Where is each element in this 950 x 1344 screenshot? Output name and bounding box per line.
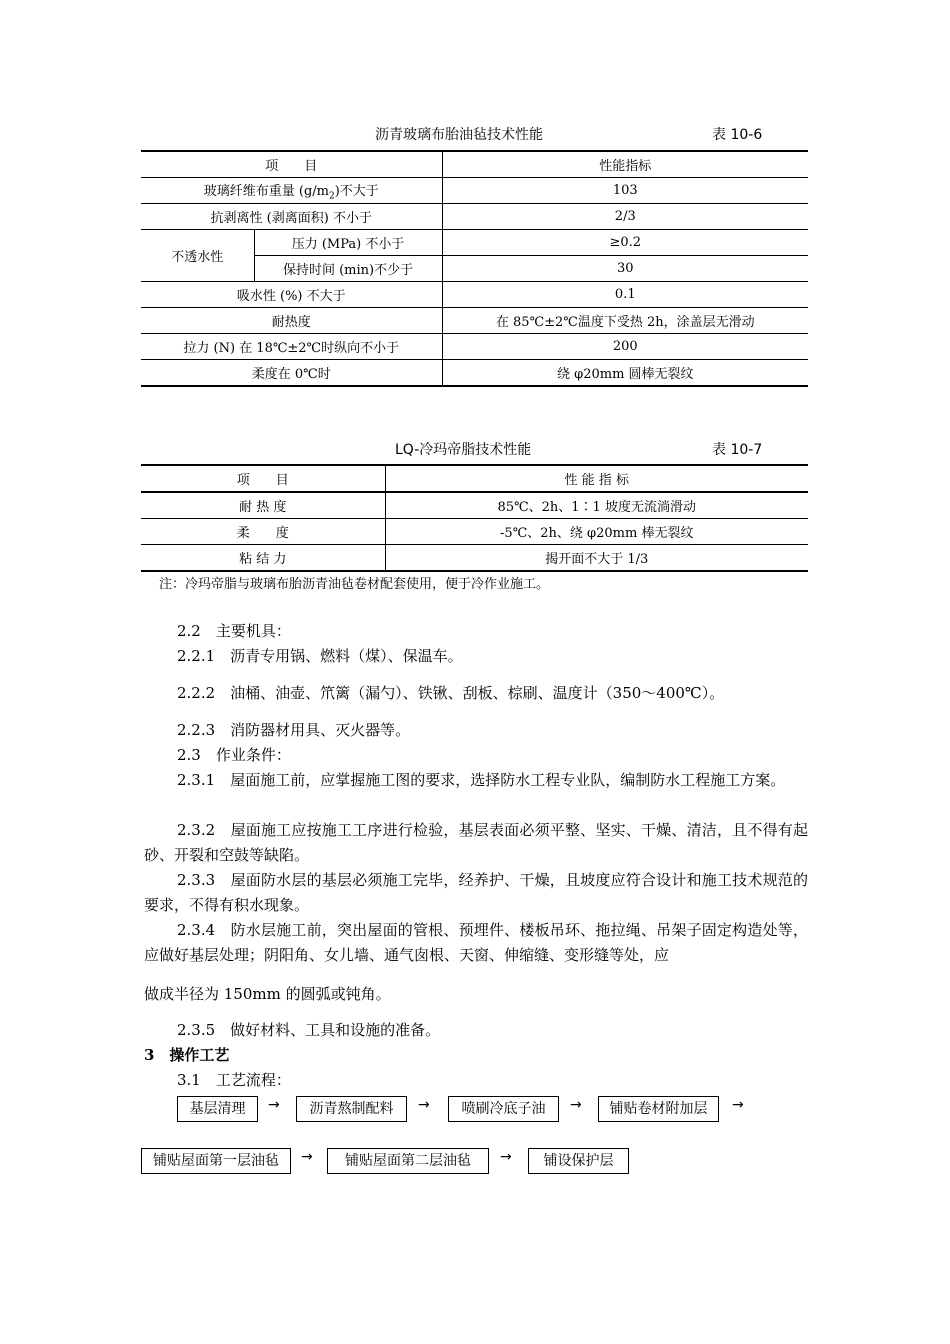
table-row (141, 492, 808, 519)
table-note: 注：冷玛帝脂与玻璃布胎沥青油毡卷材配套使用，便于冷作业施工。 (159, 577, 550, 592)
table-10-7-number: 表 10-7 (712, 442, 763, 458)
section-3-1: 3.1 工艺流程： (177, 1071, 291, 1089)
table-row (141, 178, 808, 204)
table-row (141, 545, 808, 572)
section-2-3-1: 2.3.1 屋面施工前，应掌握施工图的要求，选择防水工程专业队，编制防水工程施工方案。 (177, 771, 786, 789)
section-2-2: 2.2 主要机具： (177, 622, 291, 640)
table-10-6-title: 沥青玻璃布胎油毡技术性能 (375, 127, 543, 143)
section-2-2-1: 2.2.1 沥青专用锅、燃料（煤）、保温车。 (177, 647, 463, 665)
row-value: 揭开面不大于 1/3 (385, 545, 808, 572)
section-3-heading: 3 操作工艺 (144, 1046, 230, 1064)
row-value: 103 (442, 178, 808, 204)
table-header-row (141, 151, 808, 178)
row-sub-label: 保持时间 (min)不少于 (254, 256, 442, 282)
table-header-row (141, 465, 808, 492)
header-item: 项 目 (265, 159, 318, 174)
flow-step-7: 铺设保护层 (528, 1148, 629, 1174)
table-row (141, 204, 808, 230)
row-label: 抗剥离性 (剥离面积) 不小于 (141, 204, 442, 230)
row-label: 吸水性 (%) 不大于 (141, 282, 442, 308)
flow-arrow-icon: → (301, 1149, 313, 1165)
flow-step-6: 铺贴屋面第二层油毡 (327, 1148, 489, 1174)
flow-step-4: 铺贴卷材附加层 (598, 1096, 719, 1122)
table-10-6 (141, 150, 808, 387)
row-label: 耐 热 度 (141, 492, 385, 519)
row-label: 耐热度 (141, 308, 442, 334)
table-10-7 (141, 464, 808, 572)
table-row (141, 360, 808, 387)
header-item: 项 目 (236, 473, 289, 488)
section-2-3: 2.3 作业条件： (177, 746, 291, 764)
section-2-3-2: 2.3.2 屋面施工应按施工工序进行检验，基层表面必须平整、坚实、干燥、清洁，且不得有起砂、开裂和空鼓等缺陷。 (144, 821, 808, 864)
row-value: ≥0.2 (442, 230, 808, 256)
section-2-3-3: 2.3.3 屋面防水层的基层必须施工完毕，经养护、干燥，且坡度应符合设计和施工技术规范的要求，不得有积水现象。 (144, 871, 808, 914)
row-value: -5℃、2h、绕 φ20mm 棒无裂纹 (385, 519, 808, 545)
row-label: 玻璃纤维布重量 $(g/m_2)$不大于 (141, 178, 442, 204)
row-value: 0.1 (442, 282, 808, 308)
section-2-2-3: 2.2.3 消防器材用具、灭火器等。 (177, 721, 411, 739)
row-value: 30 (442, 256, 808, 282)
row-label: 柔 度 (141, 519, 385, 545)
section-2-2-2: 2.2.2 油桶、油壶、笊篱（漏勺）、铁锹、刮板、棕刷、温度计（350～400℃）。 (177, 684, 725, 702)
flow-step-1: 基层清理 (177, 1096, 258, 1122)
row-value: 绕 φ20mm 圆棒无裂纹 (442, 360, 808, 387)
flow-arrow-icon: → (268, 1097, 280, 1113)
header-value: 性 能 指 标 (385, 465, 808, 492)
row-value: 2/3 (442, 204, 808, 230)
table-row (141, 334, 808, 360)
row-sub-label: 压力 (MPa) 不小于 (254, 230, 442, 256)
section-2-3-4-cont: 做成半径为 150mm 的圆弧或钝角。 (144, 985, 391, 1003)
section-2-3-4: 2.3.4 防水层施工前，突出屋面的管根、预埋件、楼板吊环、拖拉绳、吊架子固定构造处等，应做好基层处理；阴阳角、女儿墙、通气囱根、天窗、伸缩缝、变形缝等处，应 (144, 921, 808, 964)
section-2-3-5: 2.3.5 做好材料、工具和设施的准备。 (177, 1021, 441, 1039)
row-label: 粘 结 力 (141, 545, 385, 572)
flow-step-5: 铺贴屋面第一层油毡 (141, 1148, 291, 1174)
row-value: 200 (442, 334, 808, 360)
table-row (141, 308, 808, 334)
flow-step-3: 喷刷冷底子油 (448, 1096, 559, 1122)
flow-arrow-icon: → (418, 1097, 430, 1113)
row-value: 在 85℃±2℃温度下受热 2h，涂盖层无滑动 (442, 308, 808, 334)
table-10-6-number: 表 10-6 (712, 127, 763, 143)
flow-arrow-icon: → (732, 1097, 744, 1113)
flow-step-2: 沥青熬制配料 (296, 1096, 407, 1122)
row-label: 拉力 (N) 在 18℃±2℃时纵向不小于 (141, 334, 442, 360)
row-label: 柔度在 0℃时 (141, 360, 442, 387)
table-10-7-title: LQ-冷玛帝脂技术性能 (395, 442, 532, 458)
row-value: 85℃、2h、1∶1 坡度无流淌滑动 (385, 492, 808, 519)
table-row (141, 230, 808, 256)
flow-arrow-icon: → (570, 1097, 582, 1113)
table-row (141, 282, 808, 308)
group-label: 不透水性 (141, 230, 254, 282)
flow-arrow-icon: → (500, 1149, 512, 1165)
table-row (141, 519, 808, 545)
header-value: 性能指标 (442, 151, 808, 178)
